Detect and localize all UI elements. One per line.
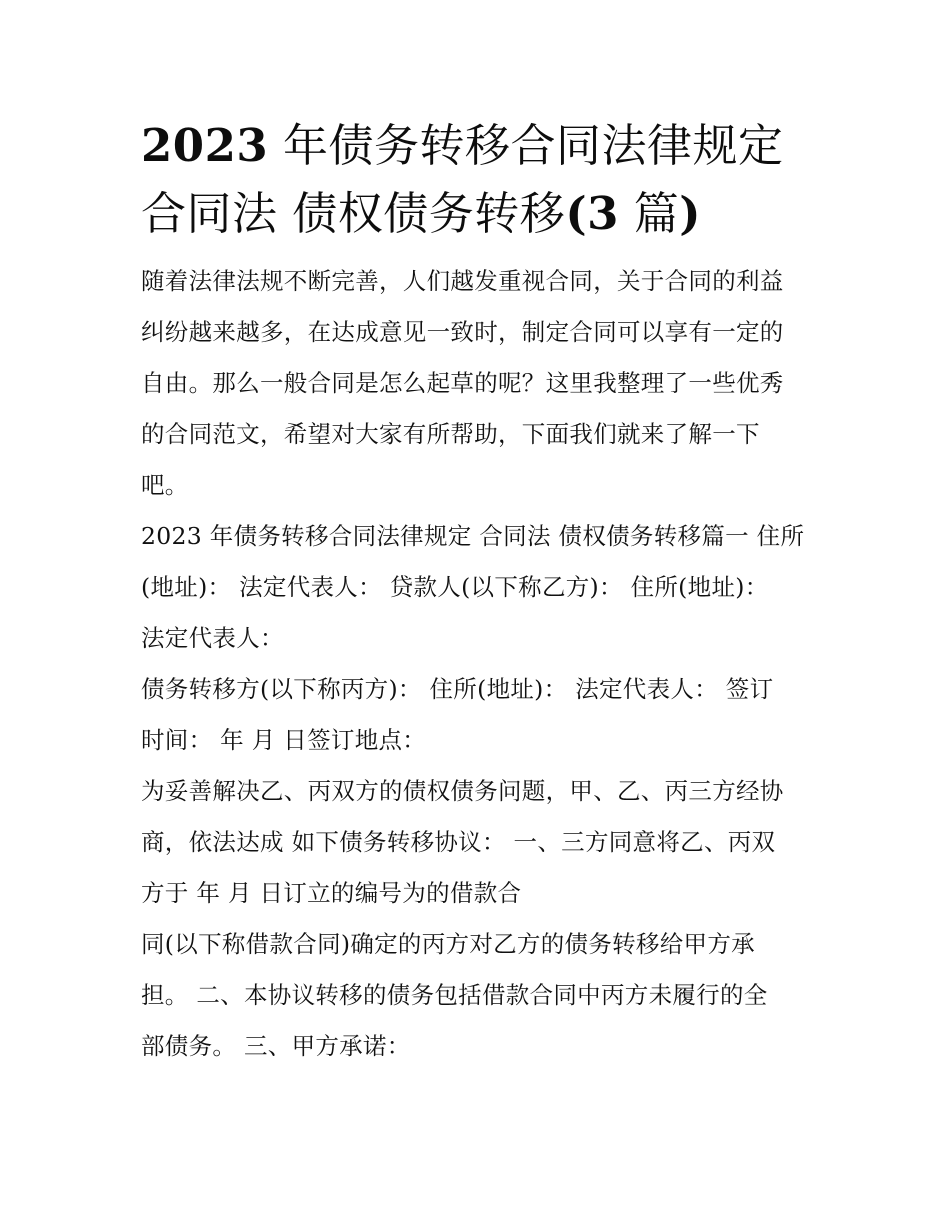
text-line: 法定代表人：	[141, 624, 284, 652]
text-line: 方于 年 月 日订立的编号为的借款合	[141, 879, 522, 907]
text-line: 的合同范文，希望对大家有所帮助，下面我们就来了解一下	[141, 420, 760, 448]
text-line: 部债务。 三、甲方承诺：	[141, 1032, 411, 1060]
text-line: 纠纷越来越多，在达成意见一致时，制定合同可以享有一定的	[141, 318, 784, 346]
paragraph-transferor	[141, 664, 821, 766]
paragraph-terms	[141, 919, 821, 1072]
text-line: 2023 年债务转移合同法律规定 合同法 债权债务转移篇一 住所	[141, 522, 805, 550]
title-line-1	[141, 112, 821, 180]
text-line: (地址)： 法定代表人： 贷款人(以下称乙方)： 住所(地址)：	[141, 573, 769, 601]
title-line-2	[141, 180, 821, 248]
title-year: 2023	[141, 119, 269, 172]
text-line: 担。 二、本协议转移的债务包括借款合同中丙方未履行的全	[141, 981, 768, 1009]
text-line: 自由。那么一般合同是怎么起草的呢？这里我整理了一些优秀	[141, 369, 784, 397]
paragraph-intro	[141, 256, 821, 511]
title-line-2-text-a: 合同法 债权债务转移	[141, 187, 566, 240]
text-line: 为妥善解决乙、丙双方的债权债务问题，甲、乙、丙三方经协	[141, 777, 784, 805]
text-line: 随着法律法规不断完善，人们越发重视合同，关于合同的利益	[141, 267, 784, 295]
title-line-2-text-b: 篇	[618, 187, 680, 240]
title-count: (3	[565, 187, 619, 240]
text-line: 商，依法达成 如下债务转移协议： 一、三方同意将乙、丙双	[141, 828, 776, 856]
document-title	[141, 112, 821, 248]
paragraph-agreement	[141, 766, 821, 919]
paragraph-parties	[141, 511, 821, 664]
title-line-1-text: 年债务转移合同法律规定	[268, 119, 784, 172]
document-page	[141, 112, 821, 1072]
text-line: 时间： 年 月 日签订地点：	[141, 726, 427, 754]
text-line: 同(以下称借款合同)确定的丙方对乙方的债务转移给甲方承	[141, 930, 755, 958]
title-close-paren: )	[679, 187, 702, 240]
text-line: 债务转移方(以下称丙方)： 住所(地址)： 法定代表人： 签订	[141, 675, 774, 703]
text-line: 吧。	[141, 471, 189, 499]
